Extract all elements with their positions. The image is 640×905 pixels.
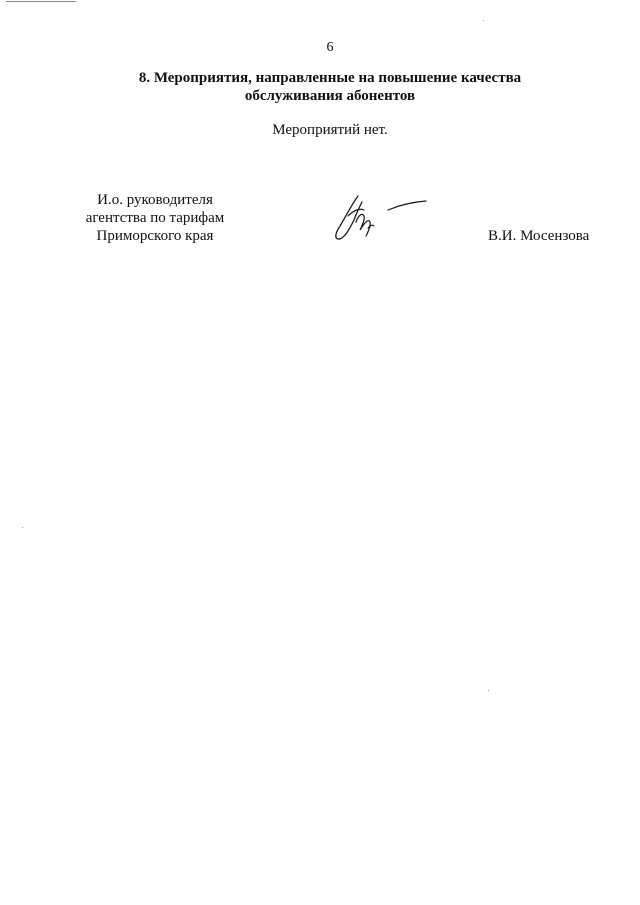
signer-position-line-3: Приморского края xyxy=(96,228,214,244)
scan-artifact-line xyxy=(6,1,76,2)
page-number: 6 xyxy=(326,40,334,55)
scan-speck xyxy=(22,527,23,528)
signer-position-line-1: И.о. руководителя xyxy=(97,192,213,208)
signer-position-line-2: агентства по тарифам xyxy=(85,210,225,226)
section-body-text: Мероприятий нет. xyxy=(272,122,388,138)
section-heading xyxy=(0,69,640,105)
section-heading-line-1: 8. Мероприятия, направленные на повышение качества xyxy=(138,70,522,86)
handwritten-signature xyxy=(330,192,430,246)
signer-name: В.И. Мосензова xyxy=(488,228,590,244)
signer-position xyxy=(80,191,230,245)
section-heading-line-2: обслуживания абонентов xyxy=(244,88,416,104)
scan-speck xyxy=(488,690,489,691)
scan-speck xyxy=(483,20,484,21)
